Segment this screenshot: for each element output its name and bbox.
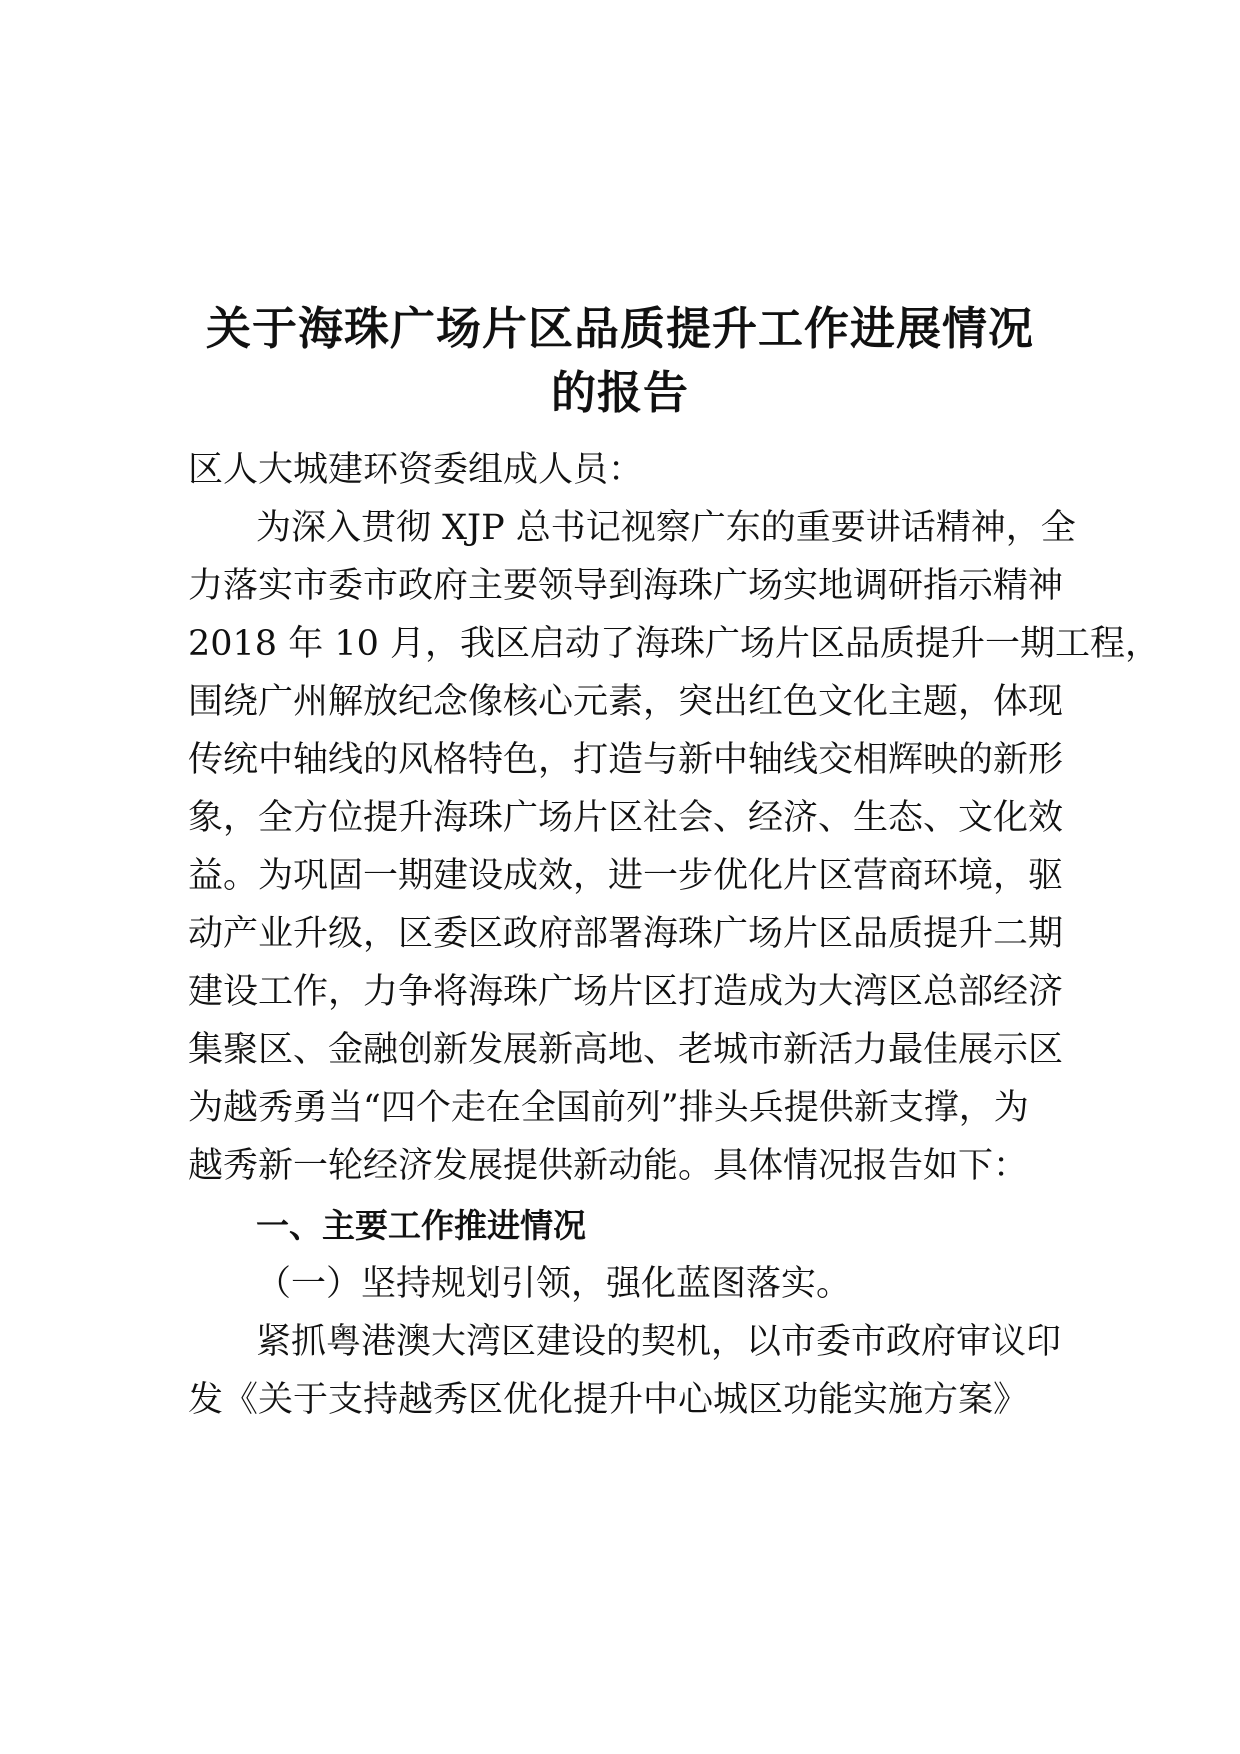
body-line: 为越秀勇当“四个走在全国前列”排头兵提供新支撑，为 xyxy=(188,1088,1029,1128)
body-line: 象，全方位提升海珠广场片区社会、经济、生态、文化效 xyxy=(188,798,1064,838)
body-line: 围绕广州解放纪念像核心元素，突出红色文化主题，体现 xyxy=(188,682,1064,722)
body-line: 益。为巩固一期建设成效，进一步优化片区营商环境，驱 xyxy=(188,856,1064,896)
body-line: 传统中轴线的风格特色，打造与新中轴线交相辉映的新形 xyxy=(188,740,1064,780)
body-line: 力落实市委市政府主要领导到海珠广场实地调研指示精神 xyxy=(188,566,1064,606)
body-line: 为深入贯彻 XJP 总书记视察广东的重要讲话精神，全 xyxy=(256,508,1076,548)
body-line: 建设工作，力争将海珠广场片区打造成为大湾区总部经济 xyxy=(188,972,1064,1012)
body-line: 发《关于支持越秀区优化提升中心城区功能实施方案》 xyxy=(188,1380,1029,1420)
body-line: 动产业升级，区委区政府部署海珠广场片区品质提升二期 xyxy=(188,914,1064,954)
body-line: 越秀新一轮经济发展提供新动能。具体情况报告如下： xyxy=(188,1146,1029,1186)
section-heading: 一、主要工作推进情况 xyxy=(256,1206,586,1245)
body-line: 集聚区、金融创新发展新高地、老城市新活力最佳展示区 xyxy=(188,1030,1064,1070)
document-title-line-1: 关于海珠广场片区品质提升工作进展情况 xyxy=(205,302,1034,355)
document-title-line-2: 的报告 xyxy=(550,366,689,419)
body-line: 2018 年 10 月，我区启动了海珠广场片区品质提升一期工程， xyxy=(188,624,1160,664)
salutation: 区人大城建环资委组成人员： xyxy=(188,450,644,490)
body-line: 紧抓粤港澳大湾区建设的契机，以市委市政府审议印 xyxy=(256,1322,1062,1362)
subsection-heading: （一）坚持规划引领，强化蓝图落实。 xyxy=(256,1264,852,1304)
